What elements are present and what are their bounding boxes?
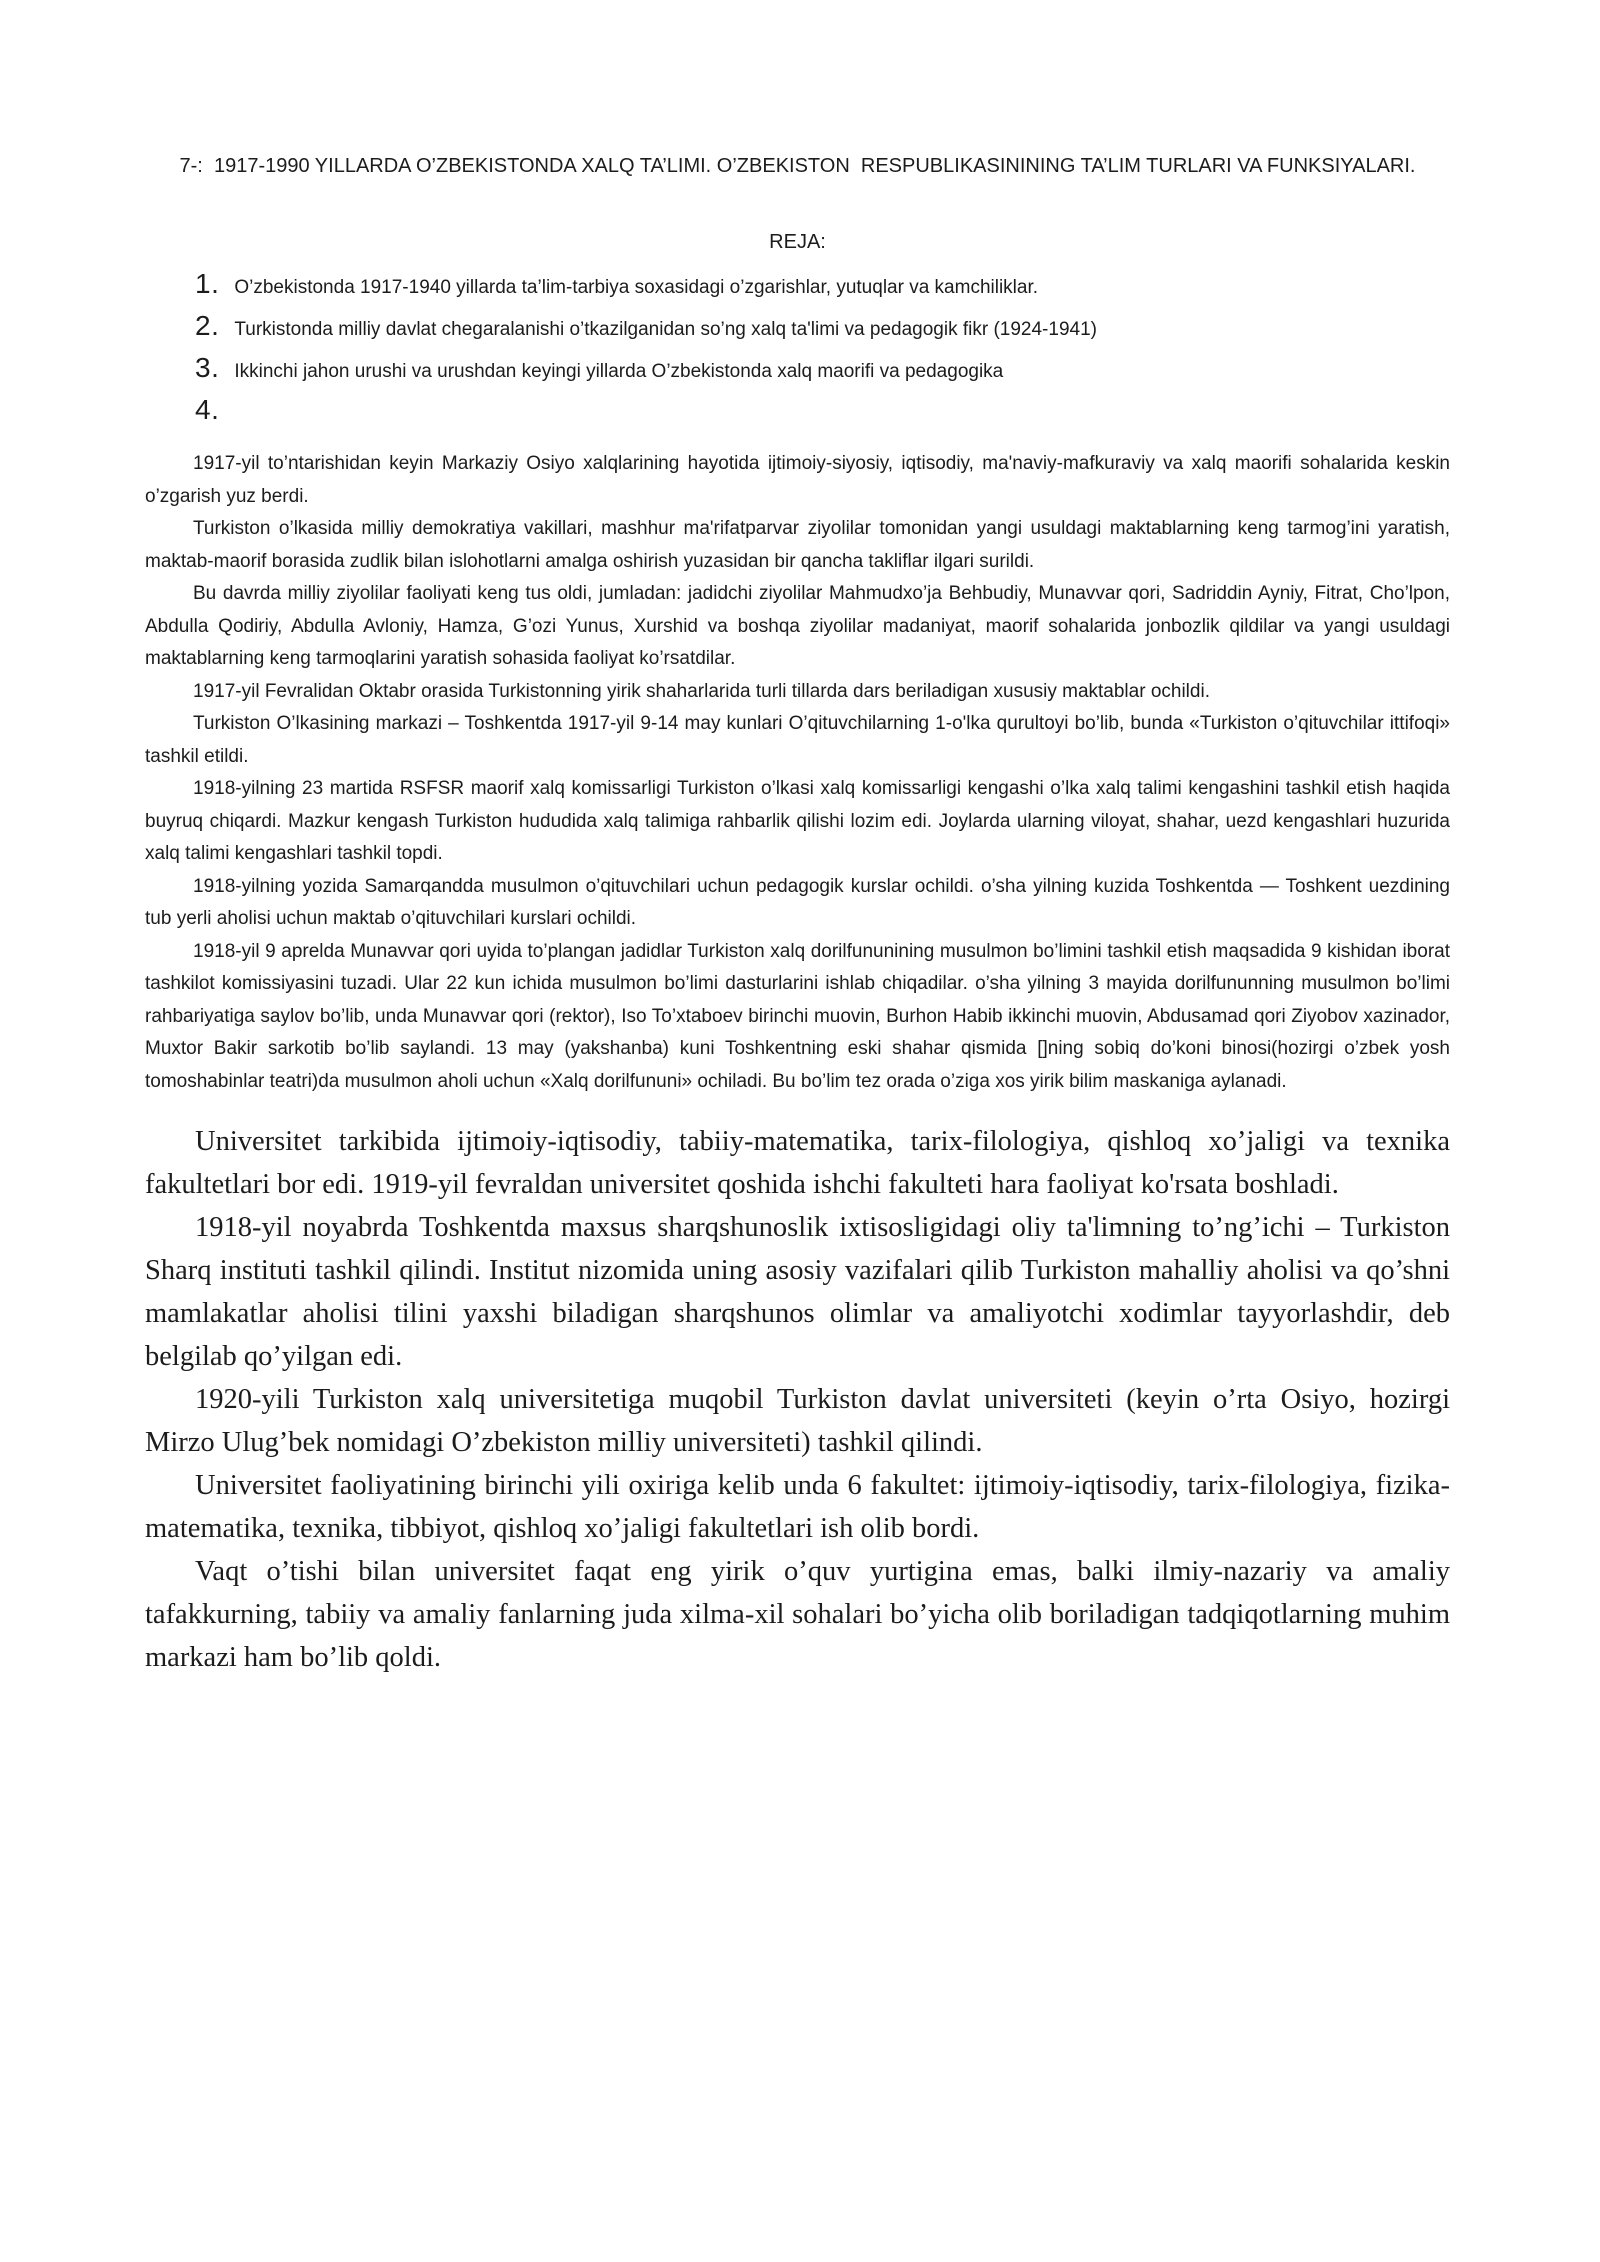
plan-item [195,310,1450,352]
body-paragraph: 1918-yil 9 aprelda Munavvar qori uyida to’plangan jadidlar Turkiston xalq dorilfununining musulmon bo’limini tashkil etish maqsadida 9 kishidan iborat tashkilot komissiyasini tuzadi. Ular 22 kun ichida musulmon bo’limi dasturlarini ishlab chiqadilar. o’sha yilning 3 mayida dorilfununning musulmon bo’limi rahbariyatiga saylov bo’lib, unda Munavvar qori (rektor), Iso To’xtaboev birinchi muovin, Burhon Habib ikkinchi muovin, Abdusamad qori Ziyobov xazinador, Muxtor Bakir sarkotib bo’lib saylandi. 13 may (yakshanba) kuni Toshkentning eski shahar qismida []ning sobiq do’koni binosi(hozirgi o’zbek yosh tomoshabinlar teatri)da musulmon aholi uchun «Xalq dorilfununi» ochiladi. Bu bo’lim tez orada o’ziga xos yirik bilim maskaniga aylanadi. [145,940,1450,1092]
body-paragraph-serif: 1920-yili Turkiston xalq universitetiga muqobil Turkiston davlat universiteti (keyin o’rta Osiyo, hozirgi Mirzo Ulug’bek nomidagi O’zbekiston milliy universiteti) tashkil qilindi. [145,1384,1450,1458]
body-paragraph-serif: Universitet tarkibida ijtimoiy-iqtisodiy, tabiiy-matematika, tarix-filologiya, qishloq xo’jaligi va texnika fakultetlari bor edi. 1919-yil fevraldan universitet qoshida ishchi fakulteti hara faoliyat ko'rsata boshladi. [145,1126,1450,1200]
body-paragraph-serif: 1918-yil noyabrda Toshkentda maxsus sharqshunoslik ixtisosligidagi oliy ta'limning to’ng’ichi – Turkiston Sharq instituti tashkil qilindi. Institut nizomida uning asosiy vazifalari qilib Turkiston mahalliy aholisi va qo’shni mamlakatlar aholisi tilini yaxshi biladigan sharqshunos olimlar va amaliyotchi xodimlar tayyorlashdir, deb belgilab qo’yilgan edi. [145,1212,1450,1372]
plan-item-number: 4. [195,394,220,425]
plan-item [195,394,1450,436]
body-paragraph: Turkiston o’lkasida milliy demokratiya vakillari, mashhur ma'rifatparvar ziyolilar tomonidan yangi usuldagi maktablarning keng tarmog’ini yaratish, maktab-maorif borasida zudlik bilan islohotlarni amalga oshirish yuzasidan bir qancha takliflar ilgari surildi. [145,518,1450,572]
plan-item-number: 1. [195,268,220,299]
plan-item [195,352,1450,394]
body-paragraph-serif: Universitet faoliyatining birinchi yili oxiriga kelib unda 6 fakultet: ijtimoiy-iqtisodiy, tarix-filologiya, fizika-matematika, texnika, tibbiyot, qishloq xo’jaligi fakultetlari ish olib bordi. [145,1470,1450,1544]
body-paragraph: 1918-yilning 23 martida RSFSR maorif xalq komissarligi Turkiston o’lkasi xalq komissarligi kengashi o’lka xalq talimi kengashini tashkil etish haqida buyruq chiqardi. Mazkur kengash Turkiston hududida xalq talimiga rahbarlik qilishi lozim edi. Joylarda ularning viloyat, shahar, uezd kengashlari huzurida xalq talimi kengashlari tashkil topdi. [145,778,1450,864]
body-paragraph: Bu davrda milliy ziyolilar faoliyati keng tus oldi, jumladan: jadidchi ziyolilar Mahmudxo’ja Behbudiy, Munavvar qori, Sadriddin Ayniy, Fitrat, Cho’lpon, Abdulla Qodiriy, Abdulla Avloniy, Hamza, G’ozi Yunus, Xurshid va boshqa ziyolilar madaniyat, maorif sohalarida jonbozlik qildilar va yangi usuldagi maktablarning keng tarmoqlarini yaratish sohasida faoliyat ko’rsatdilar. [145,583,1450,669]
body-paragraph: Turkiston O’lkasining markazi – Toshkentda 1917-yil 9-14 may kunlari O’qituvchilarning 1-o'lka qurultoyi bo’lib, bunda «Turkiston o’qituvchilar ittifoqi» tashkil etildi. [145,713,1450,767]
plan-item-number: 3. [195,352,220,383]
body-section-sans [145,448,1450,1098]
body-paragraph: 1917-yil Fevralidan Oktabr orasida Turkistonning yirik shaharlarida turli tillarda dars beriladigan xususiy maktablar ochildi. [193,680,1210,702]
plan-heading: REJA: [769,231,826,253]
body-paragraph: 1918-yilning yozida Samarqandda musulmon o’qituvchilari uchun pedagogik kurslar ochildi. o’sha yilning kuzida Toshkentda — Toshkent uezdining tub yerli aholisi uchun maktab o’qituvchilari kurslari ochildi. [145,875,1450,929]
plan-item-number: 2. [195,310,220,341]
plan-item [195,268,1450,310]
plan-item-text: Turkistonda milliy davlat chegaralanishi o’tkazilganidan so’ng xalq ta'limi va pedagogik fikr (1924-1941) [234,319,1097,340]
document-title: 7-: 1917-1990 YILLARDA O’ZBEKISTONDA XALQ TA’LIMI. O’ZBEKISTON RESPUBLIKASININING TA’LIM TURLARI VA FUNKSIYALARI. [179,155,1416,177]
plan-item-text: O’zbekistonda 1917-1940 yillarda ta’lim-tarbiya soxasidagi o’zgarishlar, yutuqlar va kamchiliklar. [234,277,1039,298]
body-paragraph: 1917-yil to’ntarishidan keyin Markaziy Osiyo xalqlarining hayotida ijtimoiy-siyosiy, iqtisodiy, ma'naviy-mafkuraviy va xalq maorifi sohalarida keskin o’zgarish yuz berdi. [145,453,1450,507]
body-paragraph-serif: Vaqt o’tishi bilan universitet faqat eng yirik o’quv yurtigina emas, balki ilmiy-nazariy va amaliy tafakkurning, tabiiy va amaliy fanlarning juda xilma-xil sohalari bo’yicha olib boriladigan tadqiqotlarning muhim markazi ham bo’lib qoldi. [145,1556,1450,1673]
plan-list [145,268,1450,436]
plan-item-text: Ikkinchi jahon urushi va urushdan keyingi yillarda O’zbekistonda xalq maorifi va pedagogika [234,361,1004,382]
body-section-serif [145,1120,1450,1679]
